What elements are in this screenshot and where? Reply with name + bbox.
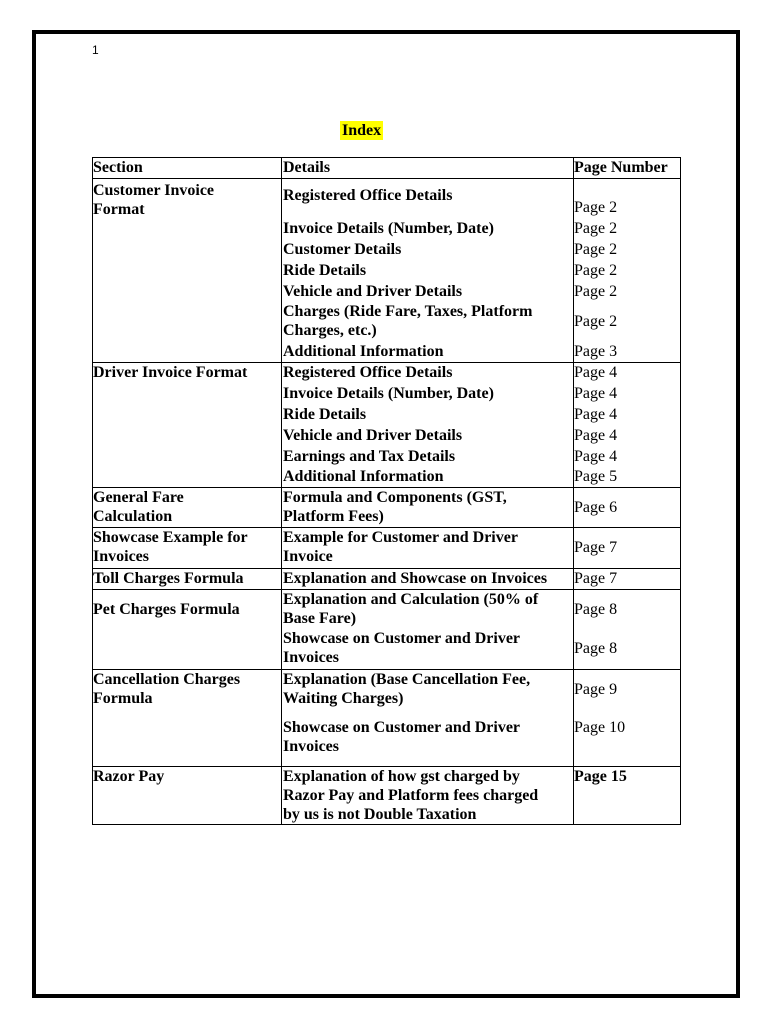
page-ref: Page 5	[574, 468, 618, 485]
page-number: 1	[92, 43, 99, 57]
detail-label: Invoice Details (Number, Date)	[283, 220, 494, 237]
page-ref: Page 7	[574, 539, 618, 556]
index-title: Index	[342, 122, 382, 139]
page-ref: Page 2	[574, 199, 618, 216]
page-ref: Page 6	[574, 499, 618, 516]
detail-label: Earnings and Tax Details	[283, 448, 456, 465]
page-ref: Page 7	[574, 570, 618, 587]
page-ref: Page 2	[574, 262, 618, 279]
section-label: Formula	[93, 690, 153, 707]
detail-label: Vehicle and Driver Details	[283, 283, 463, 300]
detail-label: Invoices	[283, 738, 339, 755]
header-page-number: Page Number	[574, 159, 668, 176]
detail-label: Showcase on Customer and Driver	[283, 719, 521, 736]
page-ref: Page 8	[574, 601, 618, 618]
page-ref: Page 2	[574, 283, 618, 300]
page-ref: Page 4	[574, 427, 618, 444]
section-label: General Fare	[93, 489, 184, 506]
page-ref: Page 15	[574, 768, 627, 785]
detail-label: Explanation (Base Cancellation Fee,	[283, 671, 531, 688]
detail-label: Additional Information	[283, 343, 444, 360]
page-ref: Page 4	[574, 406, 618, 423]
section-label: Format	[93, 201, 145, 218]
column-divider	[281, 157, 282, 825]
detail-label: Charges, etc.)	[283, 322, 377, 339]
header-bottom-border	[92, 178, 680, 179]
detail-label: Platform Fees)	[283, 508, 384, 525]
page-ref: Page 8	[574, 640, 618, 657]
detail-label: Registered Office Details	[283, 364, 453, 381]
page-ref: Page 4	[574, 448, 618, 465]
header-section: Section	[93, 159, 143, 176]
detail-label: Invoice	[283, 548, 333, 565]
detail-label: Waiting Charges)	[283, 690, 404, 707]
section-label: Invoices	[93, 548, 149, 565]
section-label: Calculation	[93, 508, 173, 525]
column-divider	[573, 157, 574, 825]
detail-label: Customer Details	[283, 241, 402, 258]
section-label: Customer Invoice	[93, 182, 215, 199]
section-label: Driver Invoice Format	[93, 364, 248, 381]
detail-label: Charges (Ride Fare, Taxes, Platform	[283, 303, 533, 320]
detail-label: Additional Information	[283, 468, 444, 485]
detail-label: Explanation and Calculation (50% of	[283, 591, 539, 608]
page-ref: Page 3	[574, 343, 618, 360]
detail-label: Vehicle and Driver Details	[283, 427, 463, 444]
page-ref: Page 2	[574, 220, 618, 237]
detail-label: Explanation of how gst charged by	[283, 768, 520, 785]
detail-label: Ride Details	[283, 262, 367, 279]
detail-label: Razor Pay and Platform fees charged	[283, 787, 539, 804]
detail-label: by us is not Double Taxation	[283, 806, 477, 823]
page-ref: Page 9	[574, 681, 618, 698]
page-ref: Page 4	[574, 385, 618, 402]
detail-label: Ride Details	[283, 406, 367, 423]
page-ref: Page 2	[574, 313, 618, 330]
section-label: Cancellation Charges	[93, 671, 241, 688]
detail-label: Registered Office Details	[283, 187, 453, 204]
section-label: Razor Pay	[93, 768, 165, 785]
detail-label: Formula and Components (GST,	[283, 489, 507, 506]
detail-label: Showcase on Customer and Driver	[283, 630, 521, 647]
page-ref: Page 2	[574, 241, 618, 258]
section-label: Toll Charges Formula	[93, 570, 244, 587]
detail-label: Example for Customer and Driver	[283, 529, 518, 546]
detail-label: Explanation and Showcase on Invoices	[283, 570, 548, 587]
header-details: Details	[283, 159, 331, 176]
detail-label: Invoices	[283, 649, 339, 666]
detail-label: Invoice Details (Number, Date)	[283, 385, 494, 402]
row-border	[92, 824, 680, 825]
table-right-border	[680, 157, 681, 825]
detail-label: Base Fare)	[283, 610, 357, 627]
page-ref: Page 10	[574, 719, 626, 736]
section-label: Showcase Example for	[93, 529, 248, 546]
table-left-border	[92, 157, 93, 825]
section-label: Pet Charges Formula	[93, 601, 240, 618]
page-ref: Page 4	[574, 364, 618, 381]
